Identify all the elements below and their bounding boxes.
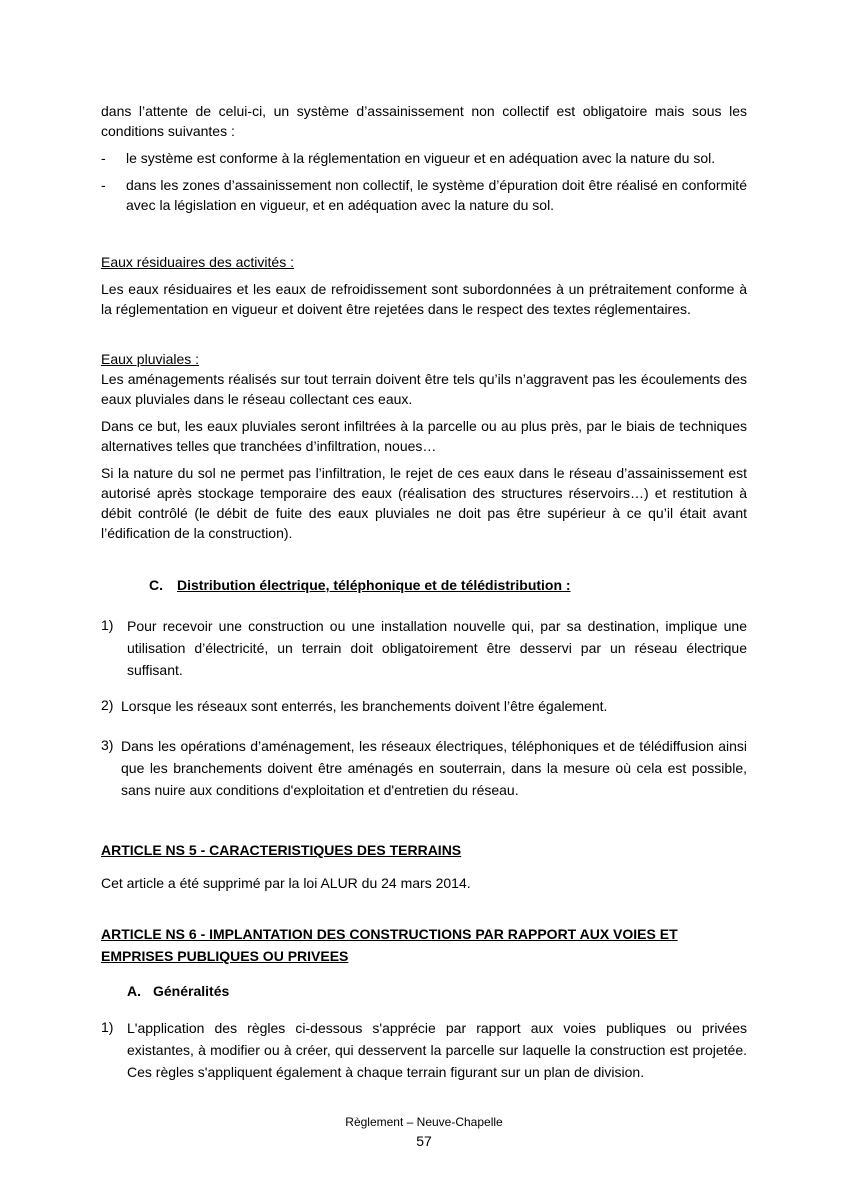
numbered-item [101, 1017, 747, 1083]
bullet-item [101, 148, 747, 168]
page-content [101, 101, 747, 1083]
bullet-mark: - [101, 177, 106, 193]
subsection-a-title: Généralités [153, 983, 230, 999]
bullet-item [101, 175, 747, 215]
numbered-item [101, 695, 747, 717]
section-c-title: Distribution électrique, téléphonique et de télédistribution : [177, 577, 571, 593]
item-text: Lorsque les réseaux sont enterrés, les branchements doivent l’être également. [121, 698, 608, 714]
section-c-label: C. [149, 577, 163, 593]
intro-paragraph: dans l’attente de celui-ci, un système d’assainissement non collectif est obligatoire mais sous les conditions suivantes : [101, 103, 747, 139]
eaux-activites-paragraph: Les eaux résiduaires et les eaux de refroidissement sont subordonnées à un prétraitement conforme à la réglementation en vigueur et doivent être rejetées dans le respect des textes réglementaires. [101, 281, 747, 317]
article-5-title: ARTICLE NS 5 - CARACTERISTIQUES DES TERRAINS [101, 842, 462, 858]
heading-eaux-activites: Eaux résiduaires des activités : [101, 254, 294, 270]
item-number: 2) [101, 697, 114, 713]
article-6-title: ARTICLE NS 6 - IMPLANTATION DES CONSTRUCTIONS PAR RAPPORT AUX VOIES ET EMPRISES PUBLIQUES OU PRIVEES [101, 926, 678, 964]
page-footer [0, 1113, 848, 1151]
numbered-item [101, 615, 747, 681]
page-number: 57 [416, 1133, 432, 1149]
article-5-text: Cet article a été supprimé par la loi ALUR du 24 mars 2014. [101, 875, 471, 891]
section-c-heading [149, 575, 747, 595]
footer-title: Règlement – Neuve-Chapelle [345, 1115, 503, 1129]
item-number: 1) [101, 617, 114, 633]
bullet-text: le système est conforme à la réglementation en vigueur et en adéquation avec la nature du sol. [126, 150, 716, 166]
heading-eaux-pluviales: Eaux pluviales : [101, 351, 200, 367]
item-text: L'application des règles ci-dessous s'apprécie par rapport aux voies publiques ou privées existantes, à modifier ou à créer, qui desservent la parcelle sur laquelle la construction est projetée. Ces règles s'appliquent également à chaque terrain figurant sur un plan de division. [127, 1020, 747, 1080]
eaux-pluviales-paragraph: Dans ce but, les eaux pluviales seront infiltrées à la parcelle ou au plus près, par le biais de techniques alternatives telles que tranchées d’infiltration, noues… [101, 418, 747, 454]
item-number: 1) [101, 1019, 114, 1035]
item-text: Dans les opérations d’aménagement, les réseaux électriques, téléphoniques et de télédiffusion ainsi que les branchements doivent être aménagés en souterrain, dans la mesure où cela est possible, sans nuire aux conditions d'exploitation et d'entretien du réseau. [121, 738, 747, 798]
item-text: Pour recevoir une construction ou une installation nouvelle qui, par sa destination, implique une utilisation d’électricité, un terrain doit obligatoirement être desservi par un réseau électrique suffisant. [127, 618, 747, 678]
subsection-a-heading [127, 981, 747, 1001]
numbered-item [101, 735, 747, 801]
subsection-a-label: A. [127, 983, 141, 999]
eaux-pluviales-paragraph: Les aménagements réalisés sur tout terrain doivent être tels qu’ils n’aggravent pas les écoulements des eaux pluviales dans le réseau collectant ces eaux. [101, 371, 747, 407]
bullet-text: dans les zones d’assainissement non collectif, le système d’épuration doit être réalisé en conformité avec la législation en vigueur, et en adéquation avec la nature du sol. [126, 177, 747, 213]
bullet-mark: - [101, 150, 106, 166]
item-number: 3) [101, 737, 114, 753]
eaux-pluviales-paragraph: Si la nature du sol ne permet pas l’infiltration, le rejet de ces eaux dans le réseau d’assainissement est autorisé après stockage temporaire des eaux (réalisation des structures réservoirs…) et restitution à débit contrôlé (le débit de fuite des eaux pluviales ne doit pas être supérieur à ce qu’il était avant l’édification de la construction). [101, 465, 747, 541]
